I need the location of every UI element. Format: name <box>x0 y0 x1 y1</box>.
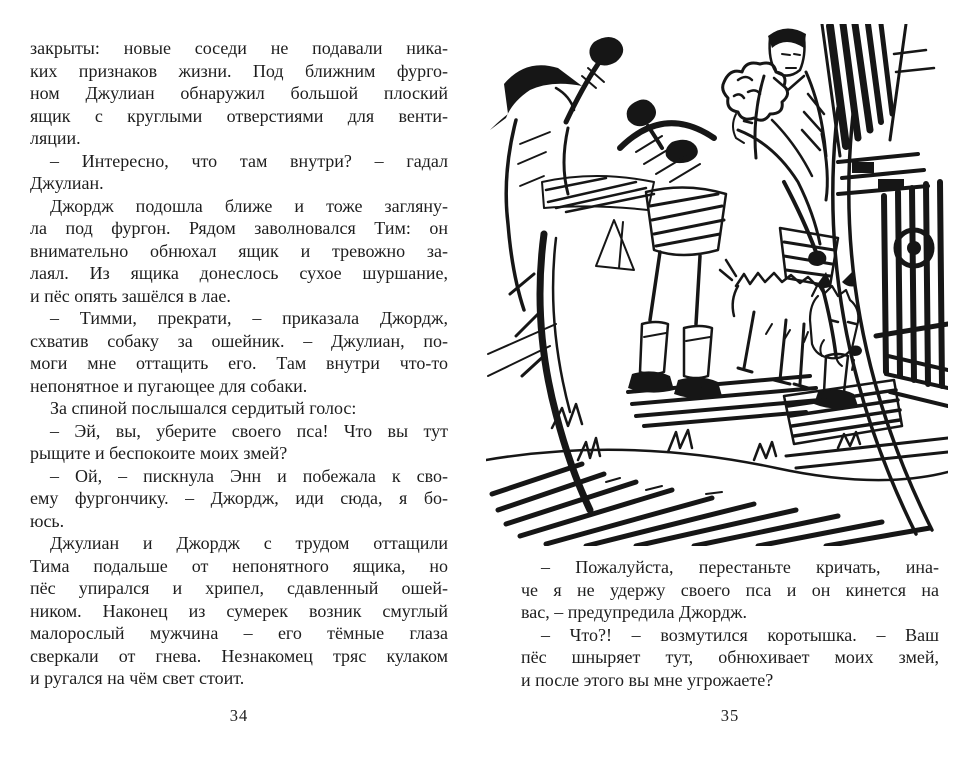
text-line: закрыты: новые соседи не подавали ника- <box>30 38 448 58</box>
text-line: че я не удержу своего пса и он кинется на <box>521 579 939 600</box>
text-line: Тима подальше от непонятного ящика, но <box>30 555 448 576</box>
text-line: ему фургончику. – Джордж, иди сюда, я бо- <box>30 488 448 508</box>
wagon-wheel <box>833 106 948 534</box>
text-line: и после этого вы мне угрожаете? <box>521 669 774 690</box>
text-line: – Пожалуйста, перестаньте кричать, ина- <box>541 557 939 577</box>
text-line: непонятное и пугающее для собаки. <box>30 375 308 396</box>
text-line: вас, – предупредила Джордж. <box>521 602 748 622</box>
text-line: ном Джулиан обнаружил большой плоский <box>30 83 448 103</box>
text-line: Джордж подошла ближе и тоже загляну- <box>50 195 448 216</box>
text-line: Джулиан и Джордж с трудом оттащили <box>50 533 448 553</box>
text-line: – Ой, – пискнула Энн и побежала к сво- <box>50 465 448 486</box>
text-line: За спиной послышался сердитый голос: <box>50 398 357 418</box>
text-line: внимательно обнюхал ящик и тревожно за- <box>30 240 448 261</box>
text-line: – Эй, вы, уберите своего пса! Что вы тут <box>50 420 448 441</box>
text-line: лаял. Из ящика донеслось сухое шуршание, <box>30 263 448 283</box>
book-illustration <box>486 24 948 546</box>
left-page-number: 34 <box>229 706 249 725</box>
tree-pole <box>510 234 590 510</box>
text-line: ящик с круглыми отверстиями для венти- <box>30 105 448 126</box>
right-page-number: 35 <box>720 706 740 725</box>
left-page-text <box>30 37 448 690</box>
text-line: юсь. <box>30 510 65 531</box>
text-line: пёс шныряет тут, обнюхивает моих змей, <box>521 647 939 667</box>
text-line: и ругался на чём свет стоит. <box>30 668 245 688</box>
text-line: – Что?! – возмутился коротышка. – Ваш <box>541 624 939 645</box>
text-line: и пёс опять зашёлся в лае. <box>30 285 231 306</box>
text-line: – Интересно, что там внутри? – гадал <box>50 150 448 171</box>
text-line: моги мне оттащить его. Там внутри что-то <box>30 353 448 373</box>
angry-man-figure <box>488 37 654 376</box>
text-line: пёс упирался и хрипел, сдавленный ошей- <box>30 578 448 598</box>
text-line: ляции. <box>30 128 81 148</box>
text-line: сверкали от гнева. Незнакомец тряс кулаком <box>30 645 448 666</box>
text-line: рыщите и беспокоите моих змей? <box>30 443 288 463</box>
text-line: Джулиан. <box>30 173 104 193</box>
tent <box>596 220 634 270</box>
text-line: схватив собаку за ошейник. – Джулиан, по- <box>30 330 448 351</box>
right-page-text <box>521 556 939 691</box>
text-line: малорослый мужчина – его тёмные глаза <box>30 623 448 643</box>
text-line: ником. Наконец из сумерек возник смуглый <box>30 600 448 621</box>
text-line: ла под фургон. Рядом заволновался Тим: он <box>30 218 448 238</box>
bent-boy-figure <box>620 99 726 398</box>
text-line: ких признаков жизни. Под ближним фурго- <box>30 60 448 81</box>
text-line: – Тимми, прекрати, – приказала Джордж, <box>50 308 448 328</box>
